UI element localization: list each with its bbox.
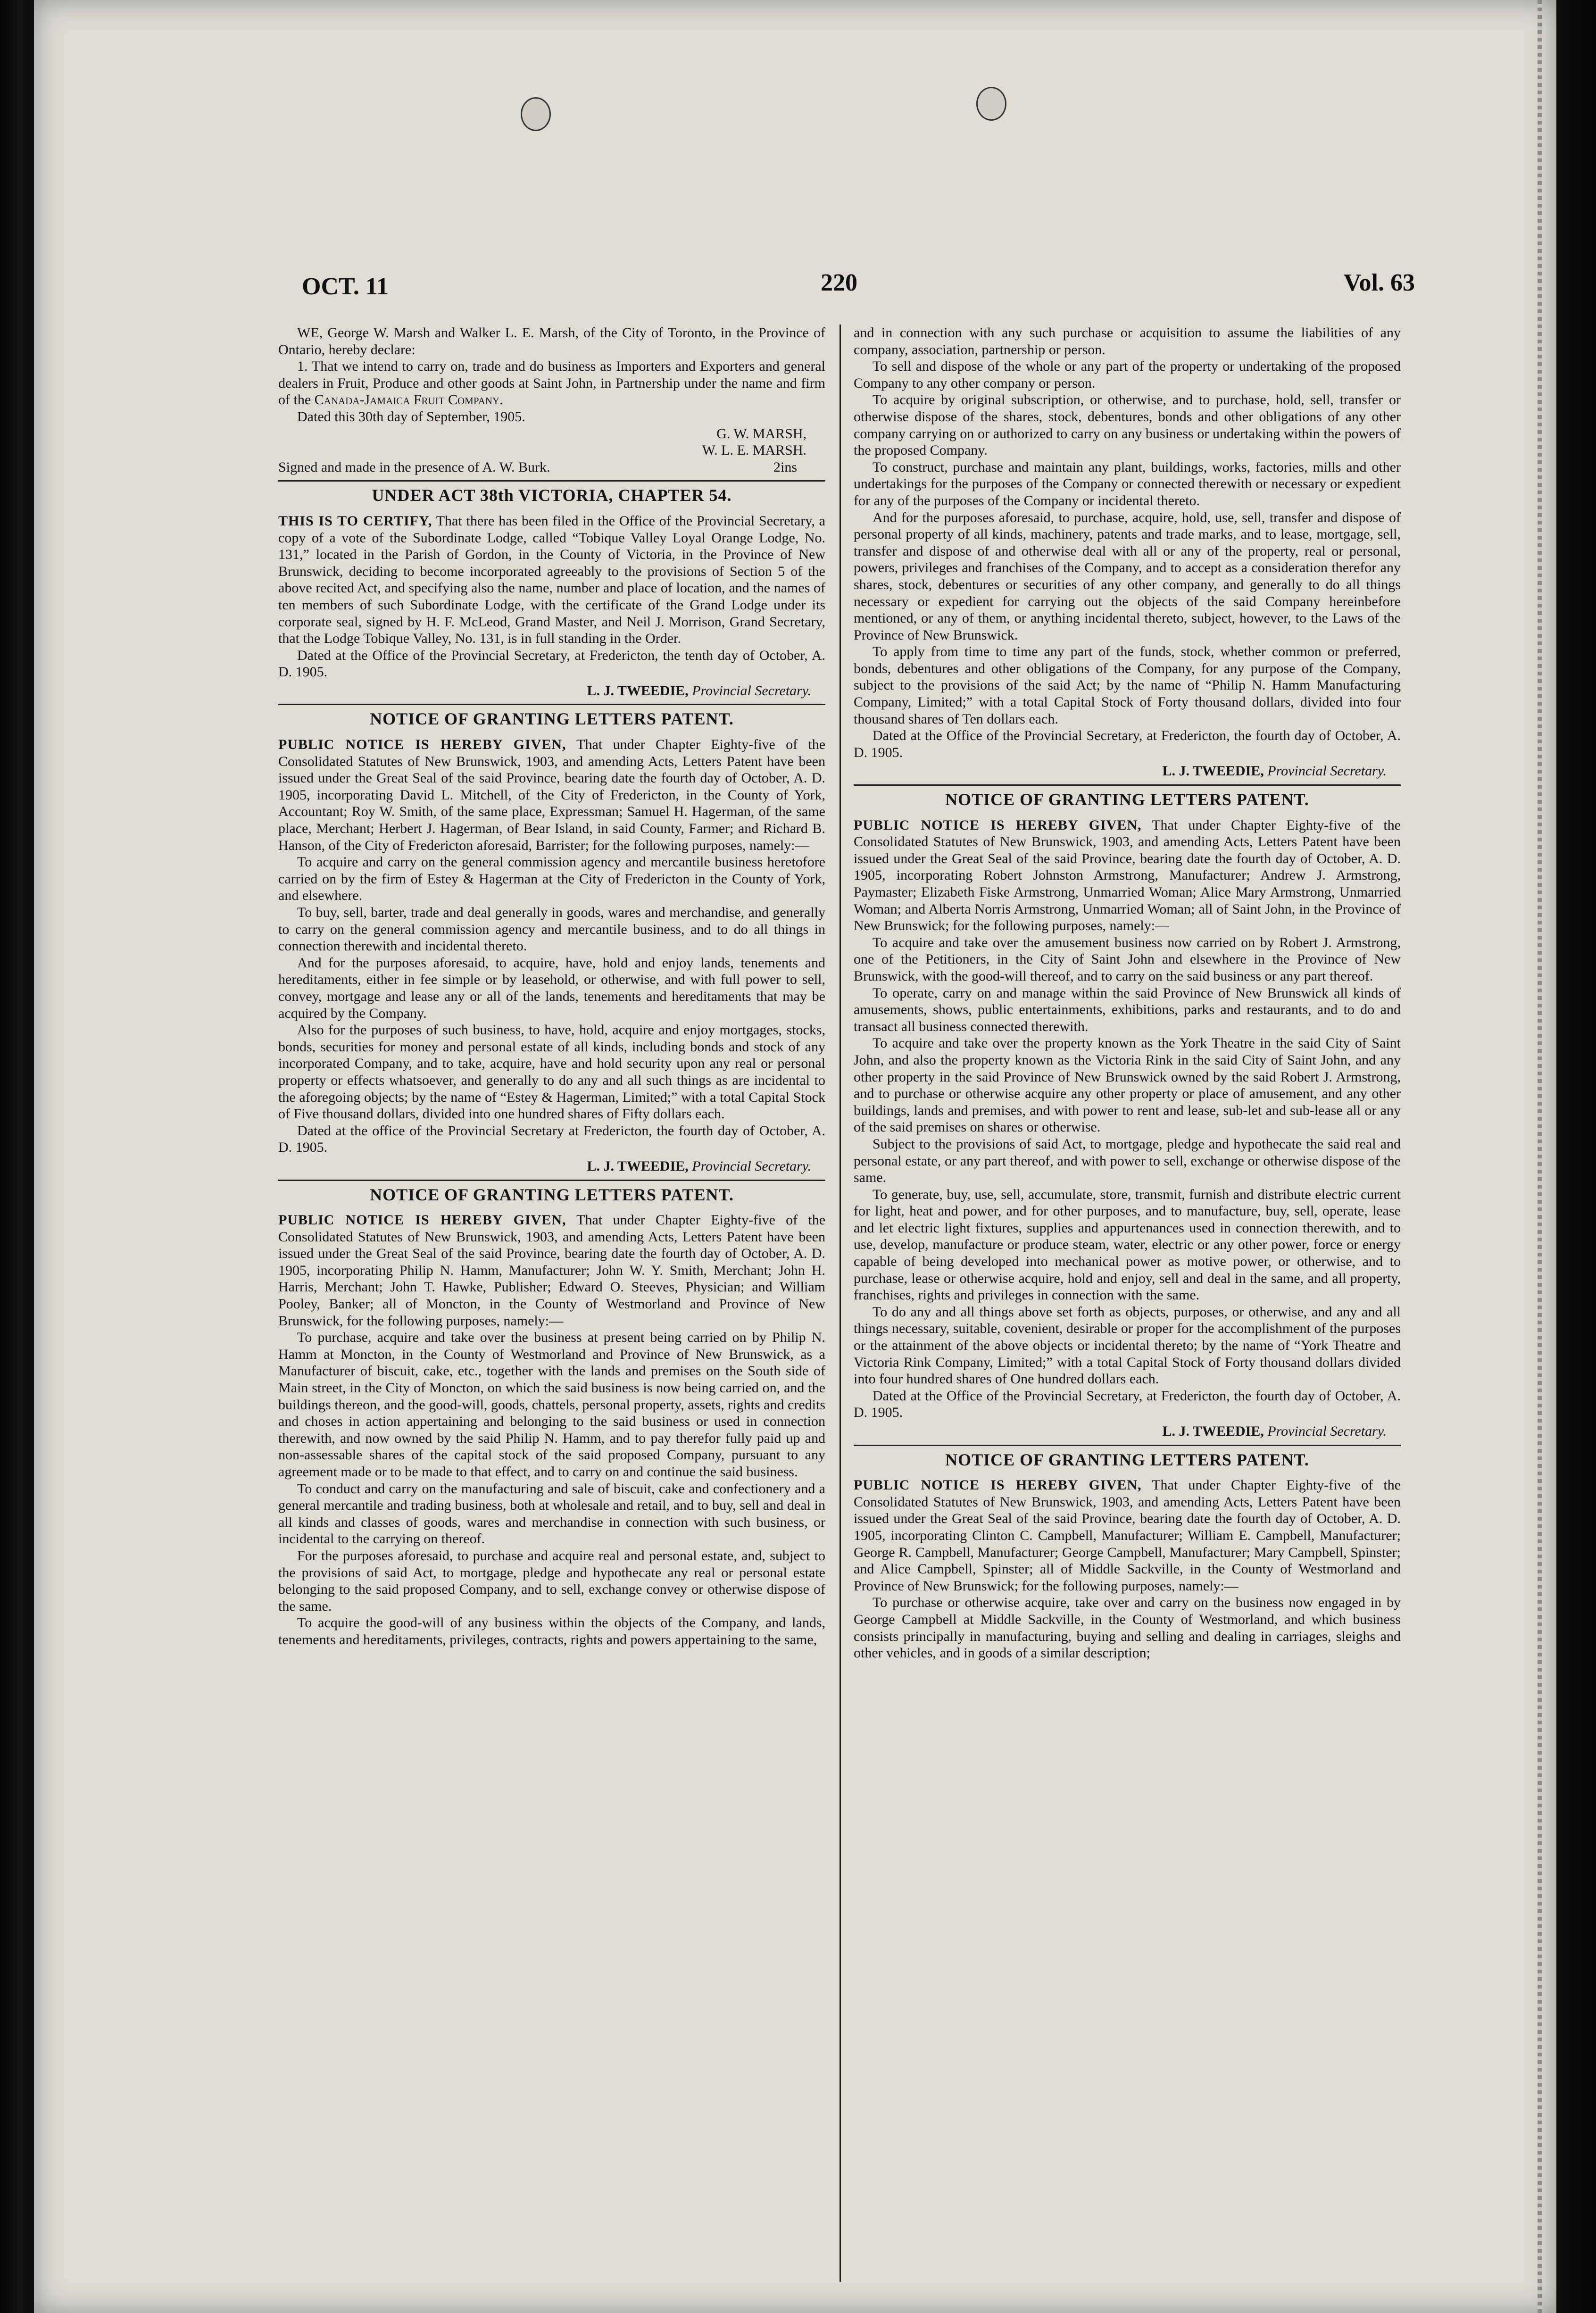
armstrong-signature: [854, 1423, 1401, 1440]
hamm-cont-p2: To sell and dispose of the whole or any part of the property or undertaking of the proposed Company to any other company or person.: [854, 358, 1401, 391]
hamm-p1-text: That under Chapter Eighty-five of the Consolidated Statutes of New Brunswick, 1903, and amending Acts, Letters Patent have been issued under the Great Seal of the said Province, bearing date the fourth day of October, A. D. 1905, incorporating Philip N. Hamm, Manufacturer; John W. Y. Smith, Merchant; John H. Harris, Merchant; John T. Hawke, Publisher; Edward O. Steeves, Physician; and William Pooley, Banker; all of Moncton, in the County of Westmorland and Province of New Brunswick, for the following purposes, namely:—: [278, 1212, 825, 1329]
act-dated: Dated at the Office of the Provincial Secretary, at Fredericton, the tenth day of October, A. D. 1905.: [278, 647, 825, 680]
estey-p5: Also for the purposes of such business, to have, hold, acquire and enjoy mortgages, stocks, bonds, securities for money and personal estate of all kinds, including bonds and stock of any incorporated Company, and to take, acquire, have and hold security upon any real or personal property or effects whatsoever, and generally to do any and all such things as are incidental to the aforegoing objects; by the name of “Estey & Hagerman, Limited;” with a total Capital Stock of Five thousand dollars, divided into one hundred shares of Fifty dollars each.: [278, 1022, 825, 1122]
act-heading: UNDER ACT 38th VICTORIA, CHAPTER 54.: [372, 486, 732, 505]
hamm-p4: For the purposes aforesaid, to purchase and acquire real and personal estate, and, subject to the provisions of said Act, to mortgage, pledge and hypothecate any real or personal estate belonging to the said proposed Company, and to sell, exchange convey or otherwise dispose of the same.: [278, 1548, 825, 1614]
estey-p1: [278, 736, 825, 854]
signed-text: Signed and made in the presence of A. W. Burk.: [278, 459, 550, 475]
signature-wle-marsh: W. L. E. MARSH.: [702, 442, 806, 458]
film-sprocket-edge: [1538, 0, 1542, 2313]
estey-dated: Dated at the office of the Provincial Secretary at Fredericton, the fourth day of October, A. D. 1905.: [278, 1123, 825, 1156]
firm-name: Canada-Jamaica Fruit Company.: [314, 392, 503, 408]
punch-hole-left: [521, 97, 551, 131]
estey-p3: To buy, sell, barter, trade and deal generally in goods, wares and merchandise, and generally to carry on the general commission agency and mercantile business, and to do all things in connection therewith and incidental thereto.: [278, 905, 825, 954]
campbell-p2: To purchase or otherwise acquire, take over and carry on the business now engaged in by George Campbell at Middle Sackville, in the County of Westmorland, and which business consists principally in manufacturing, buying and selling and dealing in carriages, sleighs and other vehicles, and in goods of a similar description;: [854, 1595, 1401, 1661]
declaration-intro: WE, George W. Marsh and Walker L. E. Marsh, of the City of Toronto, in the Province of Ontario, hereby declare:: [278, 325, 825, 358]
armstrong-p1: [854, 817, 1401, 934]
signature-office: Provincial Secretary.: [692, 1158, 811, 1174]
section-rule: [854, 784, 1401, 786]
armstrong-heading: NOTICE OF GRANTING LETTERS PATENT.: [945, 790, 1309, 809]
armstrong-p1-text: That under Chapter Eighty-five of the Consolidated Statutes of New Brunswick, 1903, and amending Acts, Letters Patent have been issued under the Great Seal of the said Province, bearing date the fourth day of October, A. D. 1905, incorporating Robert Johnston Armstrong, Manufacturer; Andrew J. Armstrong, Paymaster; Elizabeth Fiske Armstrong, Unmarried Woman; Alice Mary Armstrong, Unmarried Woman; and Alberta Norris Armstrong, Unmarried Woman; all of Saint John, in the Province of New Brunswick; for the following purposes, namely:—: [854, 817, 1401, 934]
section-rule: [278, 1180, 825, 1181]
hamm-lead: PUBLIC NOTICE IS HEREBY GIVEN,: [278, 1212, 566, 1228]
column-divider: [840, 324, 841, 2282]
armstrong-p2: To acquire and take over the amusement business now carried on by Robert J. Armstrong, one of the Petitioners, in the City of Saint John and elsewhere in the Province of New Brunswick, with the good-will thereof, and to carry on the said business or any part thereof.: [854, 934, 1401, 984]
estey-p1-text: That under Chapter Eighty-five of the Consolidated Statutes of New Brunswick, 1903, and amending Acts, Letters Patent have been issued under the Great Seal of the said Province, bearing date the fourth day of October, A. D. 1905, incorporating David L. Mitchell, of the City of Fredericton, in the County of York, Accountant; Roy W. Smith, of the same place, Expressman; Samuel H. Hagerman, of the same place, Merchant; Herbert J. Hagerman, of Bear Island, in said County, Farmer; and Richard B. Hanson, of the City of Fredericton aforesaid, Barrister; for the following purposes, namely:—: [278, 737, 825, 853]
page-number: 220: [821, 269, 857, 296]
volume-number: Vol. 63: [1343, 269, 1415, 296]
hamm-p1: [278, 1212, 825, 1329]
signature-name: L. J. TWEEDIE,: [1162, 763, 1264, 779]
hamm-cont-p4: To construct, purchase and maintain any plant, buildings, works, factories, mills and other undertakings for the purposes of the Company or connected therewith or necessary or expedient for any of the purposes of the Company or incidental thereto.: [854, 459, 1401, 508]
signature-office: Provincial Secretary.: [692, 682, 811, 699]
estey-heading: NOTICE OF GRANTING LETTERS PATENT.: [370, 709, 734, 729]
estey-signature: [278, 1158, 825, 1175]
hamm-p5: To acquire the good-will of any business within the objects of the Company, and lands, tenements and hereditaments, privileges, contracts, rights and powers appertaining to the same,: [278, 1615, 825, 1647]
act-body-text: That there has been filed in the Office of the Provincial Secretary, a copy of a vote of the Subordinate Lodge, called “Tobique Valley Loyal Orange Lodge, No. 131,” located in the Parish of Gordon, in the County of Victoria, in the Province of New Brunswick, deciding to become incorporated agreeably to the provisions of Section 5 of the above recited Act, and specifying also the name, number and place of location, and the names of ten members of such Subordinate Lodge, with the certificate of the Grand Lodge under its corporate seal, signed by H. F. McLeod, Grand Master, and Neil J. Morrison, Grand Secretary, that the Lodge Tobique Valley, No. 131, is in full standing in the Order.: [278, 513, 825, 647]
act-lead: THIS IS TO CERTIFY,: [278, 513, 432, 529]
estey-p4: And for the purposes aforesaid, to acquire, have, hold and enjoy lands, tenements and hereditaments, either in fee simple or by leasehold, or otherwise, and with full power to sell, convey, mortgage and lease any or all of the lands, tenements and hereditaments that may be acquired by the Company.: [278, 955, 825, 1021]
armstrong-lead: PUBLIC NOTICE IS HEREBY GIVEN,: [854, 817, 1142, 833]
act-body: [278, 513, 825, 647]
section-rule: [278, 704, 825, 705]
signature-office: Provincial Secretary.: [1267, 1423, 1387, 1439]
signed-line: [278, 459, 825, 476]
issue-date: OCT. 11: [302, 273, 389, 300]
armstrong-dated: Dated at the Office of the Provincial Secretary, at Fredericton, the fourth day of October, A. D. 1905.: [854, 1388, 1401, 1421]
armstrong-p3: To operate, carry on and manage within the said Province of New Brunswick all kinds of amusements, shows, public entertainments, exhibitions, parks and restaurants, and to do and transact all business connected therewith.: [854, 985, 1401, 1034]
signature-gw-marsh: G. W. MARSH,: [716, 425, 806, 441]
act-signature: [278, 682, 825, 699]
hamm-p2: To purchase, acquire and take over the business at present being carried on by Philip N. Hamm at Moncton, in the County of Westmorland and Province of New Brunswick, as a Manufacturer of biscuit, cake, etc., together with the lands and premises on the South side of Main street, in the City of Moncton, on which the said business is now being carried on, and the buildings thereon, and the good-will, goods, chattels, personal property, assets, rights and credits and choses in action appertaining and belonging to the said business or used in connection therewith, and now owned by the said Philip N. Hamm, and to pay therefor fully paid up and non-assessable shares of the capital stock of the said proposed Company, pursuant to any agreement made or to be made to that effect, and to carry on and continue the said business.: [278, 1330, 825, 1480]
right-column: [854, 324, 1401, 2282]
hamm-cont-p6: To apply from time to time any part of the funds, stock, whether common or preferred, bonds, debentures and other obligations of the Company, for any purpose of the Company, subject to the provisions of the said Act; by the name of “Philip N. Hamm Manufacturing Company, Limited;” with a total Capital Stock of Forty thousand dollars, divided into four thousand shares of Ten dollars each.: [854, 644, 1401, 727]
hamm-heading: NOTICE OF GRANTING LETTERS PATENT.: [370, 1185, 734, 1204]
signature-name: L. J. TWEEDIE,: [587, 682, 689, 699]
hamm-cont-dated: Dated at the Office of the Provincial Secretary, at Fredericton, the fourth day of October, A. D. 1905.: [854, 728, 1401, 760]
estey-p2: To acquire and carry on the general commission agency and mercantile business heretofore carried on by the firm of Estey & Hagerman at the City of Fredericton in the County of York, and elsewhere.: [278, 854, 825, 904]
marsh-declaration: [278, 324, 825, 475]
insertion-count: 2ins: [773, 459, 797, 475]
hamm-cont-p3: To acquire by original subscription, or otherwise, and to purchase, hold, sell, transfer or otherwise dispose of the shares, stock, debentures, bonds and other obligations of any other company carrying on or authorized to carry on any business or undertaking within the powers of the proposed Company.: [854, 392, 1401, 458]
section-rule: [854, 1445, 1401, 1446]
campbell-p1-text: That under Chapter Eighty-five of the Consolidated Statutes of New Brunswick, 1903, and amending Acts, Letters Patent have been issued under the Great Seal of the said Province, bearing date the fourth day of October, A. D. 1905, incorporating Clinton C. Campbell, Manufacturer; William E. Campbell, Manufacturer; George R. Campbell, Manufacturer; George Campbell, Manufacturer; Mary Campbell, Spinster; and Alice Campbell, Spinster; all of Middle Sackville, in the County of Westmorland and Province of New Brunswick; for the following purposes, namely:—: [854, 1477, 1401, 1594]
page-header: [264, 264, 1424, 307]
hamm-p3: To conduct and carry on the manufacturing and sale of biscuit, cake and confectionery and a general mercantile and trading business, both at wholesale and retail, and to buy, sell and deal in all kinds and classes of goods, wares and merchandise in connection with such business, or incidental to the carrying on thereof.: [278, 1481, 825, 1547]
declaration-dated: Dated this 30th day of September, 1905.: [297, 408, 525, 424]
declaration-item: [278, 358, 825, 408]
left-column: [278, 324, 825, 2282]
declaration-item-text: 1. That we intend to carry on, trade and do business as Importers and Exporters and general dealers in Fruit, Produce and other goods at Saint John, in Partnership under the name and firm of the: [278, 358, 825, 408]
gazette-content: [278, 324, 1405, 2282]
hamm-cont-p5: And for the purposes aforesaid, to purchase, acquire, hold, use, sell, transfer and dispose of personal property of all kinds, machinery, patents and trade marks, and to lease, mortgage, sell, transfer and dispose of and otherwise deal with all or any of the property, real or personal, powers, privileges and franchises of the Company, and to accept as a consideration therefor any shares, stock, debentures or securities of any other company, and generally to do all things necessary or expedient for carrying out the objects of the said Company hereinbefore mentioned, or any of them, or anything incidental thereto, subject, however, to the Laws of the Province of New Brunswick.: [854, 509, 1401, 643]
armstrong-p4: To acquire and take over the property known as the York Theatre in the said City of Saint John, and also the property known as the Victoria Rink in the said City of Saint John, and any other property in the said Province of New Brunswick owned by the said Robert J. Armstrong, and to purchase or otherwise acquire any other property or place of amusement, and any other buildings, lands and premises, and with power to rent and lease, sub-let and sub-lease all or any of the said premises on shares or otherwise.: [854, 1035, 1401, 1135]
signature-office: Provincial Secretary.: [1267, 763, 1387, 779]
section-rule: [278, 480, 825, 482]
campbell-p1: [854, 1477, 1401, 1594]
armstrong-p5: Subject to the provisions of said Act, to mortgage, pledge and hypothecate the said real and personal estate, or any part thereof, and with power to sell, exchange or otherwise dispose of the same.: [854, 1136, 1401, 1186]
hamm-cont-p1: and in connection with any such purchase or acquisition to assume the liabilities of any company, association, partnership or person.: [854, 325, 1401, 358]
campbell-lead: PUBLIC NOTICE IS HEREBY GIVEN,: [854, 1477, 1142, 1493]
estey-lead: PUBLIC NOTICE IS HEREBY GIVEN,: [278, 737, 566, 753]
signature-name: L. J. TWEEDIE,: [1162, 1423, 1264, 1439]
punch-hole-right: [976, 87, 1006, 121]
armstrong-p6: To generate, buy, use, sell, accumulate, store, transmit, furnish and distribute electric current for light, heat and power, and for other purposes, and to manufacture, buy, sell, operate, lease and let electric light fixtures, supplies and appurtenances used in connection therewith, and to use, develop, manufacture or produce steam, water, electric or any other power, force or energy capable of being developed into mechanical power as motive power, or otherwise, and to purchase, lease or otherwise acquire, hold and enjoy, sell and deal in the same, and all property, franchises, rights and privileges in connection with the same.: [854, 1186, 1401, 1303]
armstrong-p7: To do any and all things above set forth as objects, purposes, or otherwise, and any and all things necessary, suitable, covenient, desirable or proper for the accomplishment of the purposes or the attainment of the above objects or incidental thereto; by the name of “York Theatre and Victoria Rink Company, Limited;” with a total Capital Stock of Forty thousand dollars divided into four hundred shares of One hundred dollars each.: [854, 1304, 1401, 1387]
signature-name: L. J. TWEEDIE,: [587, 1158, 689, 1174]
campbell-heading: NOTICE OF GRANTING LETTERS PATENT.: [945, 1450, 1309, 1469]
hamm-signature: [854, 763, 1401, 780]
